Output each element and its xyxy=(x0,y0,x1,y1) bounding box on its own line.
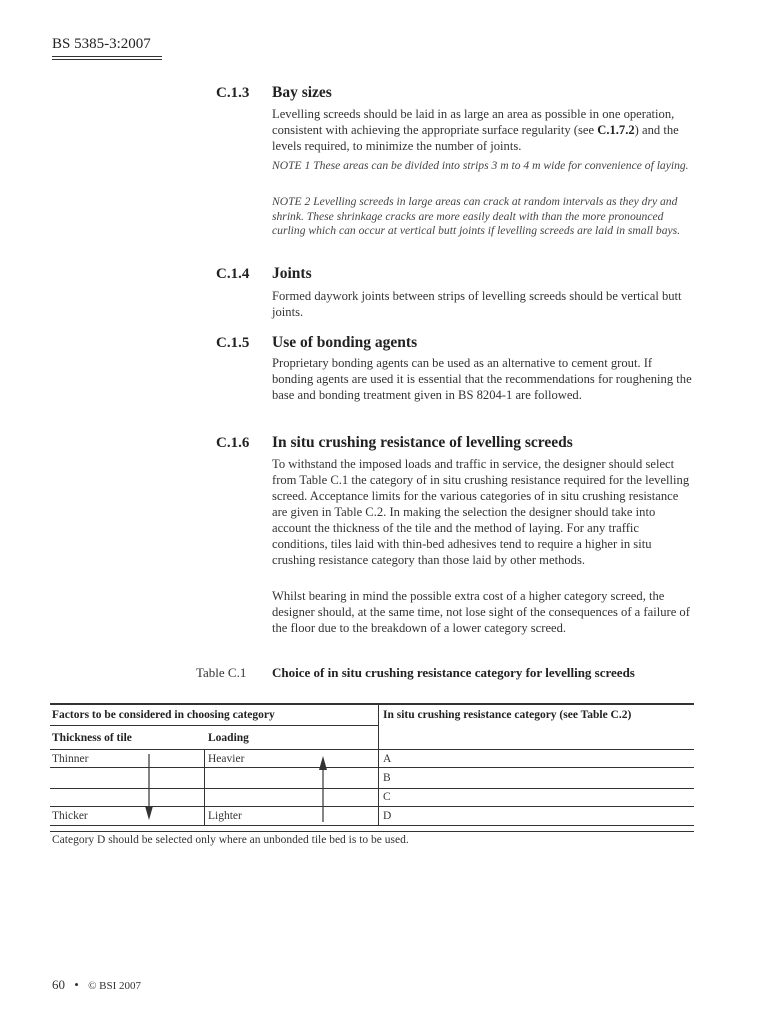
table-rule xyxy=(50,749,694,750)
page-number: 60 xyxy=(52,977,65,992)
section-number: C.1.3 xyxy=(216,85,250,101)
table-rule xyxy=(50,825,694,826)
section-number: C.1.5 xyxy=(216,335,250,351)
page-footer xyxy=(52,977,141,993)
header-rule xyxy=(52,59,162,60)
thickness-thicker: Thicker xyxy=(52,810,88,822)
section-paragraph: Formed daywork joints between strips of levelling screeds should be vertical butt joints. xyxy=(272,289,682,319)
category-cell: D xyxy=(383,810,392,822)
section-paragraph: Levelling screeds should be laid in as large an area as possible in one operation, consistent with achieving the appropriate surface regularity (see C.1.7.2) and the levels required, to minimize the number of joints. xyxy=(272,107,679,153)
copyright: © BSI 2007 xyxy=(88,980,142,992)
table-subheader-thickness: Thickness of tile xyxy=(52,732,132,744)
table-label: Table C.1 xyxy=(196,665,247,680)
thickness-thinner: Thinner xyxy=(52,753,89,765)
section-number: C.1.4 xyxy=(216,266,250,282)
loading-heavier: Heavier xyxy=(208,753,245,765)
note: NOTE 1 These areas can be divided into strips 3 m to 4 m wide for convenience of laying. xyxy=(272,159,689,172)
table-column-divider xyxy=(204,749,205,825)
section-paragraph: Whilst bearing in mind the possible extra cost of a higher category screed, the designer should, at the same time, not lose sight of the consequences of a failure of the floor due to the breakdown of a lower category screed. xyxy=(272,589,690,635)
table-rule xyxy=(50,725,378,726)
up-arrow-icon xyxy=(314,752,334,824)
loading-lighter: Lighter xyxy=(208,810,242,822)
table-header-category: In situ crushing resistance category (see Table C.2) xyxy=(383,709,632,721)
table-header-factors: Factors to be considered in choosing category xyxy=(52,709,275,721)
table-footnote: Category D should be selected only where an unbonded tile bed is to be used. xyxy=(52,834,409,846)
table-title: Choice of in situ crushing resistance category for levelling screeds xyxy=(272,665,635,680)
section-title: Use of bonding agents xyxy=(272,334,418,351)
table-rule xyxy=(50,831,694,832)
document-code: BS 5385-3:2007 xyxy=(52,36,151,52)
section-number: C.1.6 xyxy=(216,435,250,451)
clause-reference: C.1.7.2 xyxy=(597,123,635,137)
section-title: Joints xyxy=(272,265,312,282)
section-title: In situ crushing resistance of levelling screeds xyxy=(272,434,573,451)
down-arrow-icon xyxy=(140,752,160,824)
category-cell: C xyxy=(383,791,391,803)
header-rule xyxy=(52,56,162,57)
table-rule xyxy=(50,703,694,705)
section-paragraph: To withstand the imposed loads and traffic in service, the designer should select from Table C.1 the category of in situ crushing resistance required for the levelling screed. Acceptance limits for the various categories of in situ crushing resistance are given in Table C.2. In making the selection the designer should take into account the thickness of the tile and the method of laying. For any traffic conditions, tiles laid with thin-bed adhesives tend to require a higher in situ crushing resistance category than those laid by other methods. xyxy=(272,457,690,567)
section-paragraph: Proprietary bonding agents can be used as an alternative to cement grout. If bonding agents are used it is essential that the recommendations for roughening the base and bonding treatment given in BS 8204-1 are followed. xyxy=(272,356,692,402)
category-cell: B xyxy=(383,772,391,784)
section-title: Bay sizes xyxy=(272,84,332,101)
category-cell: A xyxy=(383,753,392,765)
table-subheader-loading: Loading xyxy=(208,732,249,744)
note: NOTE 2 Levelling screeds in large areas can crack at random intervals as they dry and shrink. These shrinkage cracks are more easily dealt with than the more pronounced curling which can occur at vertical butt joints if levelling screeds are laid in small bays. xyxy=(272,195,681,237)
table-column-divider xyxy=(378,703,379,825)
footer-bullet: • xyxy=(74,977,79,992)
